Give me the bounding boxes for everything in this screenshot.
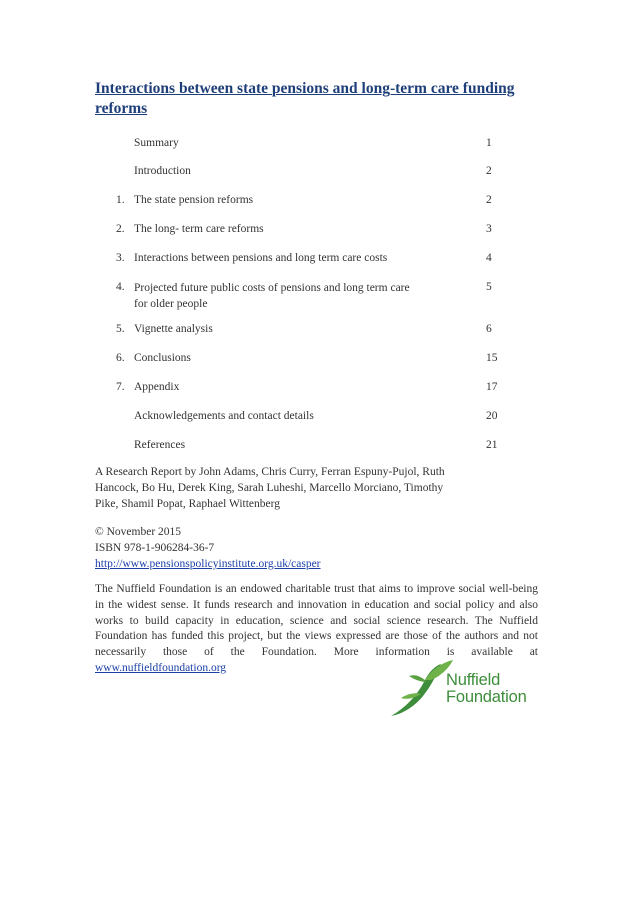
ppi-website-link[interactable]: http://www.pensionspolicyinstitute.org.uk/casper <box>95 557 321 570</box>
toc-title: References <box>134 439 186 451</box>
toc-number: 4. <box>116 281 125 293</box>
toc-number: 6. <box>116 352 125 364</box>
toc-page-number: 15 <box>486 352 498 364</box>
toc-title: Conclusions <box>134 352 191 364</box>
toc-page-number: 17 <box>486 381 498 393</box>
toc-number: 1. <box>116 194 125 206</box>
toc-title: Projected future public costs of pensions and long term care for older people <box>134 282 410 310</box>
toc-title: Interactions between pensions and long term care costs <box>134 252 388 264</box>
toc-title: Summary <box>134 137 179 149</box>
toc-title: Appendix <box>134 381 180 393</box>
toc-page-number: 4 <box>486 252 492 264</box>
toc-page-number: 5 <box>486 281 492 293</box>
toc-title: Vignette analysis <box>134 323 213 335</box>
toc-title: The long- term care reforms <box>134 223 264 235</box>
toc-number: 3. <box>116 252 125 264</box>
report-title: Interactions between state pensions and long-term care funding reforms <box>95 80 515 117</box>
toc-page-number: 3 <box>486 223 492 235</box>
toc-page-number: 2 <box>486 165 492 177</box>
toc-page-number: 21 <box>486 439 498 451</box>
logo-text-line1: Nuffield <box>446 671 501 689</box>
toc-page-number: 20 <box>486 410 498 422</box>
toc-page-number: 6 <box>486 323 492 335</box>
toc-number: 7. <box>116 381 125 393</box>
isbn-line: ISBN 978-1-906284-36-7 <box>95 541 215 554</box>
toc-title: Introduction <box>134 165 191 177</box>
publication-details <box>95 525 538 572</box>
toc-page-number: 1 <box>486 137 492 149</box>
copyright-line: © November 2015 <box>95 526 182 538</box>
toc-title: Acknowledgements and contact details <box>134 410 314 422</box>
toc-number: 2. <box>116 223 125 235</box>
toc-number: 5. <box>116 323 125 335</box>
toc-title: The state pension reforms <box>134 194 254 206</box>
authors-line: A Research Report by John Adams, Chris Curry, Ferran Espuny-Pujol, Ruth Hancock, Bo Hu, Derek King, Sarah Luheshi, Marcello Morciano, Timothy Pike, Shamil Popat, Raphael Wittenberg <box>95 466 445 510</box>
nuffield-website-link[interactable]: www.nuffieldfoundation.org <box>95 661 227 674</box>
logo-text-line2: Foundation <box>446 688 527 706</box>
foundation-description: The Nuffield Foundation is an endowed charitable trust that aims to improve social well-being in the widest sense. It funds research and innovation in education and social policy and also works to build capacity in education, science and social science research. The Nuffield Foundation has funded this project, but the views expressed are those of the authors and not necessarily those of the Foundation. More information is available at <box>95 583 538 659</box>
toc-page-number: 2 <box>486 194 492 206</box>
